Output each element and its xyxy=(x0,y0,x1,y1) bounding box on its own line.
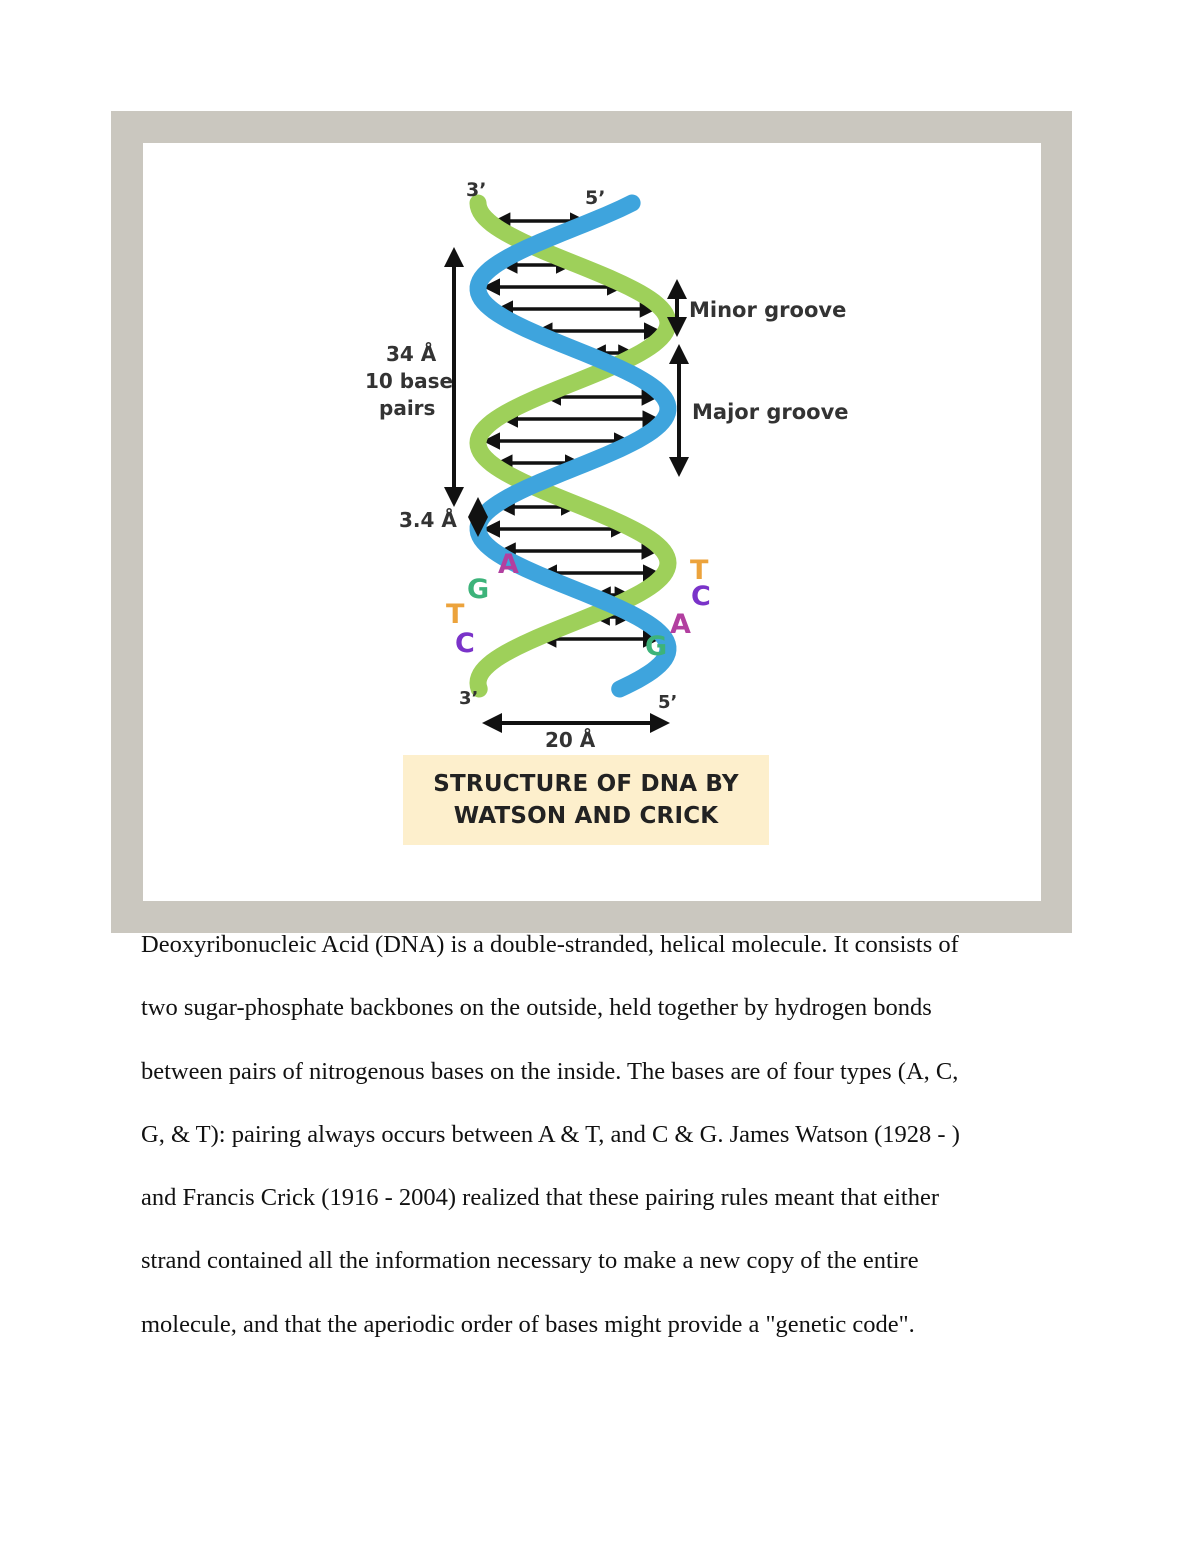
top-left-end-label: 3’ xyxy=(466,179,487,201)
paragraph-line: and Francis Crick (1916 - 2004) realized that these pairing rules meant that either xyxy=(141,1184,940,1212)
paragraph-line: molecule, and that the aperiodic order of bases might provide a "genetic code". xyxy=(141,1310,915,1338)
paragraph-line: Deoxyribonucleic Acid (DNA) is a double-stranded, helical molecule. It consists of xyxy=(141,931,959,958)
base-label-left: C xyxy=(455,628,475,659)
base-label-left: A xyxy=(498,549,519,580)
length-value-label: 34 Å xyxy=(386,342,437,366)
length-bp-label-line1: 10 base xyxy=(365,369,454,393)
major-groove-label: Major groove xyxy=(692,400,849,424)
dna-figure xyxy=(143,143,1041,901)
base-label-left: G xyxy=(467,574,490,605)
paragraph-line: between pairs of nitrogenous bases on the inside. The bases are of four types (A, C, xyxy=(141,1057,959,1085)
base-spacing-label: 3.4 Å xyxy=(399,508,457,532)
figure-caption-line: WATSON AND CRICK xyxy=(453,803,719,829)
base-label-right: A xyxy=(670,609,691,640)
body-paragraph xyxy=(141,925,1071,1368)
base-label-right: G xyxy=(645,631,668,662)
minor-groove-label: Minor groove xyxy=(689,298,847,322)
top-right-end-label: 5’ xyxy=(585,187,606,209)
width-label: 20 Å xyxy=(545,728,596,752)
length-bp-label-line2: pairs xyxy=(379,396,436,420)
base-label-right: T xyxy=(690,555,709,586)
figure-frame xyxy=(111,111,1072,933)
paragraph-line: G, & T): pairing always occurs between A & T, and C & G. James Watson (1928 - ) xyxy=(141,1120,960,1148)
figure-caption-line: STRUCTURE OF DNA BY xyxy=(433,771,739,797)
base-label-right: C xyxy=(691,581,711,612)
paragraph-line: strand contained all the information necessary to make a new copy of the entire xyxy=(141,1247,919,1275)
bottom-left-end-label: 3’ xyxy=(459,688,479,709)
paragraph-line: two sugar-phosphate backbones on the outside, held together by hydrogen bonds xyxy=(141,994,932,1022)
figure-caption-box xyxy=(403,755,769,845)
base-label-left: T xyxy=(446,599,465,630)
bottom-right-end-label: 5’ xyxy=(658,692,678,713)
